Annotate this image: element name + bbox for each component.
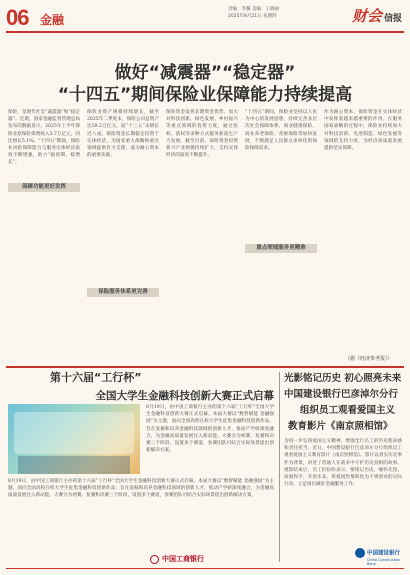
ccb-logo-text: 中国建设银行 xyxy=(367,550,401,557)
article1-subhead1: 保障功能更好发挥 xyxy=(8,183,80,192)
icbc-logo-text: 中国工商银行 xyxy=(162,555,204,563)
footer-rule xyxy=(6,568,404,569)
article2-title-line2: 全国大学生金融科技创新大赛正式启幕 xyxy=(95,390,274,402)
date-line: 2025年8月21日 星期四 xyxy=(228,14,277,19)
ccb-logo-en: China Construction Bank xyxy=(367,558,401,566)
ccb-emblem-icon xyxy=(355,548,365,558)
article1-subhead2: 重点领域服务更精准 xyxy=(245,244,317,253)
masthead xyxy=(352,5,402,26)
column-divider xyxy=(279,372,280,562)
article2-body: 8月19日，由中国工商银行主办的第十六届“工行杯”全国大学生金融科技创新大赛正式启幕。本届大赛以“数智赋能 金融强国”为主题，面向全国高校在校大学生征集金融科技创新作品，旨在发掘和培养金融科技领域的创新人才，推动产学研深度融合，为金融高质量发展注入新动能。大赛分为初赛、复赛和决赛三个阶段，设置多个赛道，参赛团队可结合实际场景提出创新解决方案。 xyxy=(8,479,274,499)
article3-title-line1: 光影铭记历史 初心照亮未来 xyxy=(284,373,402,384)
article3-title-line3: 组织员工观看爱国主义 xyxy=(300,405,396,416)
article1-title-line2: “十四五”期间保险业保障能力持续提高 xyxy=(57,85,353,105)
article3-title-line2: 中国建设银行巴彦淖尔分行 xyxy=(284,389,399,400)
editor-line: 责编：李馨 美编：王晓丽 xyxy=(228,7,279,12)
article1-col1: 保险，是现代社会“减震器”和“稳定器”。近期，国家金融监督管理总局发布的数据显示，2025年上半年保险业原保险保费收入3.7万亿元，同比增长5.1%。“十四五”期间，保险业风险保障能力与服务实体经济质效不断增强，助力“稳预期、稳增长”。 xyxy=(8,110,80,166)
article2-title-line1: 第十六届“工行杯” xyxy=(50,371,142,384)
page-header xyxy=(0,0,410,34)
header-rule xyxy=(6,31,404,33)
article1-col5: 作为耐心资本，保险资金在实体经济中发挥着越来越重要的作用。在服务国家战略的过程中，保险业持续加大对科技创新、先进制造、绿色发展等领域的支持力度，为经济高质量发展提供坚实保障。 xyxy=(324,110,402,152)
section-divider xyxy=(6,366,404,368)
icbc-emblem-icon xyxy=(150,555,159,564)
section-name: 金融 xyxy=(40,13,65,27)
contest-photo xyxy=(8,404,140,474)
article1-col4: “十四五”期间，保险业坚持以人民为中心的发展思想，持续完善多层次社会保障体系，商业健康保险、商业养老保险、普惠保险等加快发展，不断满足人民群众多样化的保险保障需求。 xyxy=(245,110,317,152)
page-number: 06 xyxy=(6,5,29,30)
masthead-suffix: 信报 xyxy=(383,14,402,24)
article1-col2: 保险业资产规模持续增长，截至2025年二季度末，保险公司总资产达39.2万亿元，较“十三五”末增长近八成。保险资金长期稳定投资于实体经济，为国家重大战略和重点领域提供有力支撑，成为耐心资本的重要来源。 xyxy=(87,110,159,159)
article1-col3: 保险资金发挥长期资金优势，加大对科技创新、绿色发展、乡村振兴等重点领域的投资力度，通过股权、债权等多种方式服务新质生产力发展。截至目前，保险资金投资新兴产业规模持续扩大，支持实体经济的质效不断提升。 xyxy=(166,110,238,159)
photo-panel xyxy=(14,412,134,454)
photo-base xyxy=(18,456,130,474)
article1-subhead3: 保险服务体系更完善 xyxy=(87,288,159,297)
article1-byline: （据《经济参考报》） xyxy=(345,356,393,362)
article3-title-line4: 教育影片《南京照相馆》 xyxy=(288,421,393,432)
article2-body-top: 8月19日，由中国工商银行主办的第十六届“工行杯”全国大学生金融科技创新大赛正式启幕。本届大赛以“数智赋能 金融强国”为主题，面向全国高校在校大学生征集金融科技创新作品，旨在发掘和培养金融科技领域的创新人才，推动产学研深度融合，为金融高质量发展注入新动能。大赛分为初赛、复赛和决赛三个阶段，设置多个赛道，参赛团队可结合实际场景提出创新解决方案。 xyxy=(146,405,274,454)
ccb-logo xyxy=(355,548,410,566)
masthead-main: 财会 xyxy=(351,7,382,25)
article1-title-line1: 做好“减震器”“稳定器” xyxy=(114,63,296,83)
icbc-logo xyxy=(150,554,204,564)
header-meta xyxy=(228,6,279,20)
article3-body: 为进一步弘扬爱国主义精神，增强全行员工的历史使命感和责任担当，近日，中国建设银行巴彦淖尔分行组织员工观看爱国主义教育影片《南京照相馆》。影片以真实历史事件为背景，讲述了普通人在战争中守护历史真相的故事。观影结束后，员工们纷纷表示，要铭记历史、缅怀先烈、珍爱和平、开创未来，将爱国热情转化为干事创业的实际行动，立足岗位做好金融服务工作。 xyxy=(284,439,402,488)
